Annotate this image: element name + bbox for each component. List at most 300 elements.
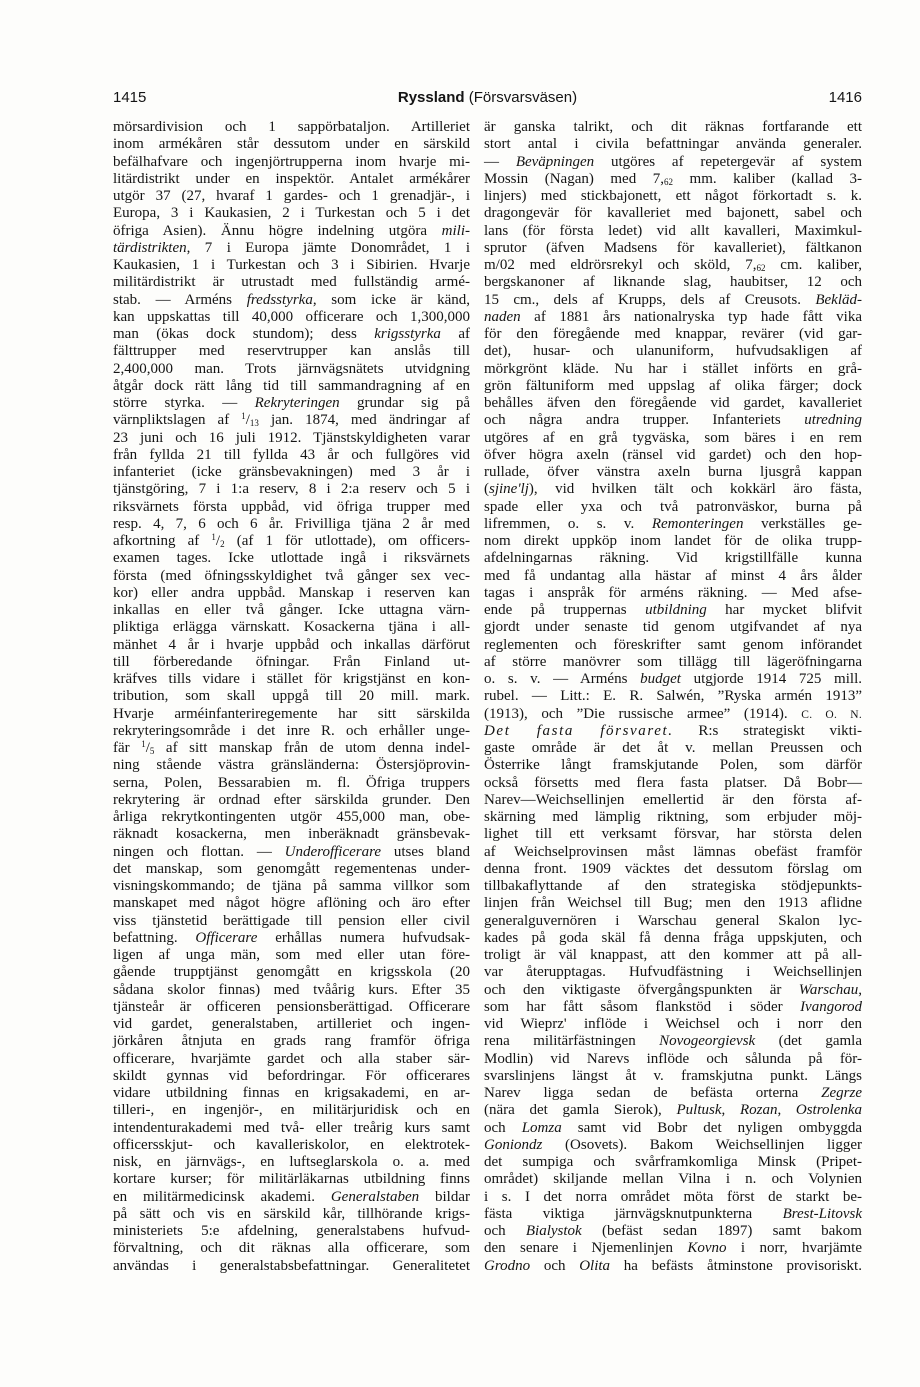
text-line — [484, 412, 862, 429]
text-line — [484, 1068, 862, 1085]
text-run: första (med öfningsskyldighet två gånger sex vec- — [113, 567, 470, 584]
text-line — [113, 1154, 470, 1171]
text-line — [484, 309, 862, 326]
text-run: utgör 37 (27, hvaraf 1 gardes- och 1 grenadjär-, i — [113, 188, 470, 204]
text-line — [484, 982, 862, 999]
text-line — [484, 1258, 862, 1275]
text-line — [484, 464, 862, 481]
text-line — [484, 913, 862, 930]
text-line — [484, 171, 862, 188]
italic-term: sjine'lj — [489, 481, 529, 498]
text-run: af Weichselprovinsen måst lämnas obefäst framför — [484, 843, 862, 860]
author-signature: C. O. N. — [801, 708, 862, 721]
italic-term: Rekryteringen — [254, 395, 340, 411]
text-line — [484, 706, 862, 723]
text-line — [113, 309, 470, 326]
text-run: på sätt och vis en särskild kår, tillhörande krigs- — [113, 1205, 470, 1222]
text-line — [484, 654, 862, 671]
text-run: reglementen och föreskrifter samt genom införandet — [484, 636, 862, 653]
text-run: fästa viktiga järnvägsknutpunkterna — [484, 1205, 783, 1222]
text-run: ( — [484, 481, 489, 498]
small-figure: 2 — [220, 539, 225, 549]
text-run: och några andra trupper. Infanteriets — [484, 412, 805, 429]
text-line — [484, 1223, 862, 1240]
fraction-numerator: 1 — [211, 532, 216, 542]
text-line — [113, 809, 470, 826]
text-run: jörkåren åtnjuta en grads rang framför öfriga — [113, 1033, 470, 1050]
text-line — [113, 1223, 470, 1240]
text-run: för den föregående med knappar, revärer (vid gar- — [484, 326, 862, 342]
text-line — [113, 1240, 470, 1257]
text-line — [484, 343, 862, 360]
text-line — [113, 412, 470, 429]
text-run: / — [145, 740, 150, 756]
text-line — [484, 533, 862, 550]
text-run: utgjorde 1914 725 mill. — [680, 671, 862, 687]
text-run: , — [858, 981, 862, 998]
text-line — [113, 430, 470, 447]
small-figure: 5 — [149, 746, 155, 756]
italic-term: Beväpningen — [515, 153, 595, 170]
text-column-right — [484, 119, 862, 1275]
text-line — [484, 274, 862, 291]
italic-term: Grodno — [484, 1257, 531, 1274]
text-run: Narev—Weichsellinjen emellertid är den första af- — [484, 791, 862, 808]
text-line — [113, 240, 470, 257]
text-run: rena militärfästningen — [484, 1033, 660, 1050]
text-line — [113, 257, 470, 274]
text-run: den senare i Njemenlinjen — [484, 1240, 688, 1257]
text-run: från fyllda 21 till fyllda 43 år och fullgöres vid — [113, 446, 470, 463]
text-line — [484, 499, 862, 516]
text-line — [113, 947, 470, 964]
text-run: inkallas en eller två gånger. Icke uttagna värn- — [113, 602, 470, 618]
text-line — [484, 188, 862, 205]
small-figure: 13 — [249, 418, 259, 429]
text-line — [113, 447, 470, 464]
italic-term: Goniondz — [484, 1136, 543, 1153]
text-line — [484, 878, 862, 895]
text-run: resp. 4, 7, 6 och 6 år. Frivilliga tjäna 2 år med — [113, 515, 470, 532]
text-run: Kaukasien, 1 i Turkestan och 3 i Sibirien. Hvarje — [113, 257, 470, 273]
text-run: utgöres af en grå tygväska, som bäres i en rem — [484, 429, 862, 446]
italic-term: Lomza — [521, 1119, 562, 1136]
text-run: kortare kurser; för militärläkarnas utbildning finns — [113, 1171, 470, 1188]
text-run: det), husar- och ulanuniform, hufvudsakligen af — [484, 343, 862, 360]
text-run: bildar — [419, 1188, 470, 1205]
article-subtitle: (Försvarsväsen) — [468, 89, 578, 106]
text-run: som har fått såsom flankstöd i söder — [484, 998, 801, 1015]
text-run: (nära det gamla Sierok), — [484, 1102, 677, 1119]
text-run: af sitt manskap från de utom denna indel- — [154, 740, 470, 756]
text-run: också försetts med flera fasta platser. Då Bobr— — [484, 774, 862, 791]
text-run: riksvärnets första uppbåd, vid öfriga trupper med — [113, 498, 470, 515]
text-line — [484, 792, 862, 809]
text-line — [113, 395, 470, 412]
text-line — [113, 982, 470, 999]
text-run: lifremmen, o. s. v. — [484, 515, 652, 532]
text-line — [113, 1102, 470, 1119]
text-run: mm. kaliber (kallad 3- — [673, 170, 862, 187]
text-run: öfriga Asien). Ännu högre indelning utgöra — [113, 222, 442, 239]
text-run: denna front. 1909 väcktes det dessutom förslag om — [484, 860, 862, 877]
text-run: linjen från Weichsel till Bug; men den 1913 aflidne — [484, 895, 862, 912]
text-run: af 1881 års nationalryska typ hade fått vika — [520, 308, 862, 325]
text-line — [484, 205, 862, 222]
text-line — [484, 895, 862, 912]
italic-term: utbildning — [645, 602, 707, 618]
text-run: större styrka. — — [113, 395, 255, 411]
italic-term: tärdistrikten — [113, 239, 187, 256]
text-run: utses bland — [381, 843, 471, 860]
text-line — [113, 637, 470, 654]
text-run: militärdistrikt är utrustadt med fullständig armé- — [113, 274, 470, 291]
text-line — [484, 757, 862, 774]
text-run: vid gardet, generalstaben, artilleriet och ingen- — [113, 1016, 470, 1032]
text-line — [113, 757, 470, 774]
text-run: vidare utbildning finnas en krigsakademi, en ar- — [113, 1085, 470, 1101]
text-run: och — [530, 1257, 580, 1274]
text-run: inom armékåren står dessutom under en särskild — [113, 136, 470, 153]
text-run: , — [721, 1102, 740, 1119]
text-run: gående trupptjänst genomgått en krigsskola (20 — [113, 964, 470, 981]
text-run: verkställes ge- — [743, 515, 862, 532]
text-line — [113, 188, 470, 205]
text-line — [484, 240, 862, 257]
text-line — [113, 930, 470, 947]
text-run: befälhafvare och ingenjörtrupperna inom hvarje mi- — [113, 153, 470, 170]
page-number-right: 1416 — [828, 89, 862, 106]
text-run: utgöres af repetergevär af system — [594, 153, 862, 170]
text-run: skärning med lämplig riktning, som erbjuder möj- — [484, 809, 862, 825]
text-run: öfver högra axeln (ränsel vid gardet) och den hop- — [484, 446, 862, 463]
text-line — [113, 602, 470, 619]
text-line — [113, 499, 470, 516]
text-line — [113, 326, 470, 343]
text-line — [113, 706, 470, 723]
text-line — [113, 688, 470, 705]
text-line — [484, 1033, 862, 1050]
text-run: kräfves tills vidare i stället för krigstjänst en kon- — [113, 671, 470, 687]
text-line — [484, 999, 862, 1016]
italic-term: Underofficerare — [284, 843, 382, 860]
text-line — [484, 378, 862, 395]
text-line — [113, 516, 470, 533]
text-line — [484, 292, 862, 309]
text-run: befattning. — [113, 929, 196, 946]
text-run: det sumpiga och svårframkomliga Minsk (Pripet- — [484, 1154, 862, 1170]
text-run: , som icke är känd, — [312, 291, 470, 308]
text-run: tagas i anspråk för arméns räkning. — Med afse- — [484, 584, 862, 601]
text-run: erhållas numera hufvudsak- — [257, 929, 470, 946]
italic-term: krigsstyrka — [374, 326, 441, 342]
text-run: 2,400,000 man. Trots järnvägsnätets utvidgning — [113, 360, 470, 377]
text-line — [113, 1120, 470, 1137]
text-line — [484, 740, 862, 757]
italic-term: Zegrze — [821, 1085, 862, 1101]
text-run: 23 juni och 16 juli 1912. Tjänstskyldigheten varar — [113, 429, 470, 446]
text-run: förvaltning, och dit räknas alla officerare, som — [113, 1240, 470, 1257]
text-run: kor) eller andra uppbåd. Manskap i reserven kan — [113, 584, 470, 601]
text-run: generalguvernören i Warschau general Skalon lyc- — [484, 912, 862, 929]
text-line — [484, 119, 862, 136]
text-run: svarslinjens längst åt v. framskjutna punkt. Längs — [484, 1067, 862, 1084]
text-run: (af 1 för utlottade), om officers- — [224, 533, 470, 549]
page-number-left: 1415 — [113, 89, 147, 106]
text-line — [113, 154, 470, 171]
text-line — [484, 861, 862, 878]
text-run: intendenturakademi med två- eller treårig kurs samt — [113, 1119, 470, 1136]
text-run: gjordt under senaste tid genom utgifvandet af nya — [484, 619, 862, 636]
italic-term: Bekläd- — [815, 291, 862, 308]
text-run: cm. kaliber, — [765, 257, 863, 273]
text-run: Narev ligga sedan de befästa orterna — [484, 1085, 822, 1101]
text-line — [113, 775, 470, 792]
text-run: är ganska talrikt, och dit räknas fortfarande ett — [484, 119, 862, 135]
page-title — [113, 88, 862, 108]
text-run: / — [215, 533, 221, 549]
text-line — [484, 430, 862, 447]
text-line — [113, 1033, 470, 1050]
text-line — [484, 154, 862, 171]
fraction-numerator: 1 — [141, 739, 146, 749]
text-run: lighet till ett verksamt försvar, har största delen — [484, 826, 862, 843]
text-run: sådana skolor finnas) med tvåårig kurs. Efter 35 — [113, 981, 470, 998]
text-run: Europa, 3 i Kaukasien, 2 i Turkestan och 5 i det — [113, 205, 470, 222]
text-run: till förberedande öfningar. Från Finland ut- — [113, 653, 470, 670]
text-run: fälttrupper med reservtrupper kan anslås till — [113, 343, 470, 360]
text-run: lans (för första ledet) vid allt kavalleri, Maximkul- — [484, 222, 862, 239]
text-line — [113, 171, 470, 188]
text-line — [113, 913, 470, 930]
text-line — [484, 1120, 862, 1137]
text-line — [484, 568, 862, 585]
text-line — [113, 826, 470, 843]
text-run: har mycket blifvit — [706, 602, 862, 618]
text-run: af — [440, 326, 470, 342]
text-run: fär — [113, 740, 142, 756]
text-run: tillbakaflyttande af den strategiska stödjepunkts- — [484, 878, 862, 894]
text-line — [484, 550, 862, 567]
text-line — [484, 1016, 862, 1033]
italic-term: Remonteringen — [651, 515, 744, 532]
text-run: Modlin) vid Narevs inflöde och sålunda på för- — [484, 1050, 862, 1067]
text-run: officerare, hvarjämte gardet och alla staber sär- — [113, 1050, 470, 1067]
text-run: rekrytering är ordnad efter särskilda grunder. Den — [113, 791, 470, 808]
text-run: räknadt kosackerna, men inberäknadt gränsbevak- — [113, 826, 470, 843]
text-run: ministeriets 5:e afdelning, generalstabens hufvud- — [113, 1223, 470, 1239]
text-line — [484, 723, 862, 740]
italic-term: Rozan — [739, 1102, 778, 1119]
text-line — [484, 947, 862, 964]
text-run: afkortning af — [113, 533, 212, 549]
text-run: användas i generalstabsbefattningar. Generalitetet — [113, 1257, 470, 1274]
text-run: litärdistrikt under en inspektör. Antalet armékårer — [113, 170, 470, 187]
text-line — [484, 1189, 862, 1206]
text-run: R:s strategiskt vikti- — [673, 722, 863, 739]
text-run: gaste område är det åt v. mellan Preussen och — [484, 740, 862, 756]
text-run: det manskap, som genomgått regementenas under- — [113, 860, 470, 877]
fraction-numerator: 1 — [241, 411, 246, 422]
text-run: rubel. — Litt.: E. R. Salwén, ”Ryska armén 1913” — [484, 688, 862, 705]
italic-term: Officerare — [195, 929, 258, 946]
text-run: dragongevär för kavalleriet med bajonett, sabel och — [484, 205, 862, 222]
italic-term: Novogeorgievsk — [659, 1033, 756, 1050]
text-run: kan uppskattas till 40,000 officerare och 1,300,000 — [113, 308, 470, 325]
article-title: Ryssland — [397, 89, 465, 106]
text-run: nom direkt uppköp inom landet för de olika trupp- — [484, 533, 862, 549]
text-run: området) skiljande mellan Vilna i n. och Volynien — [484, 1171, 862, 1188]
text-line — [484, 602, 862, 619]
italic-term: Ivangorod — [800, 998, 862, 1015]
text-line — [113, 861, 470, 878]
text-line — [484, 361, 862, 378]
text-line — [113, 1206, 470, 1223]
text-run: kades på goda skäl få denna fråga uppskjuten, och — [484, 929, 862, 946]
text-run: / — [245, 412, 250, 429]
text-line — [113, 1016, 470, 1033]
small-figure: 62 — [664, 176, 673, 187]
italic-term: Olita — [579, 1257, 611, 1274]
text-line — [113, 292, 470, 309]
section-heading: Det fasta försvaret. — [484, 722, 674, 739]
text-run: (det gamla — [755, 1033, 862, 1050]
text-line — [113, 585, 470, 602]
text-run: , — [777, 1102, 796, 1119]
text-line — [484, 1154, 862, 1171]
text-run: ning stående västra gränsländerna: Östersjöprovin- — [113, 757, 470, 774]
text-line — [113, 464, 470, 481]
text-line — [484, 1171, 862, 1188]
italic-term: Generalstaben — [330, 1188, 420, 1205]
text-run: tjänstgöring, 7 i 1:a reserv, 8 i 2:a reserv och 5 i — [113, 481, 470, 498]
text-line — [113, 895, 470, 912]
text-run: linjers) med stickbajonett, ett något förkortadt s. k. — [484, 188, 862, 204]
text-line — [113, 671, 470, 688]
text-run: och — [484, 1119, 522, 1136]
text-line — [113, 740, 470, 757]
text-line — [113, 1258, 470, 1275]
text-line — [113, 878, 470, 895]
text-run: vid Wieprz' inflöde i Weichsel och i norr den — [484, 1016, 862, 1032]
text-line — [113, 1171, 470, 1188]
text-line — [484, 930, 862, 947]
text-line — [113, 654, 470, 671]
text-run: i norr, hvarjämte — [726, 1240, 862, 1257]
text-line — [113, 1189, 470, 1206]
text-line — [484, 1240, 862, 1257]
text-line — [113, 619, 470, 636]
text-line — [484, 136, 862, 153]
text-line — [113, 378, 470, 395]
italic-term: Ostrolenka — [795, 1102, 862, 1119]
text-line — [484, 964, 862, 981]
running-header — [113, 88, 862, 108]
text-line — [113, 964, 470, 981]
text-run: 15 cm., dels af Krupps, dels af Creusots. — [484, 291, 816, 308]
italic-term: budget — [640, 671, 681, 687]
text-run: o. s. v. — Arméns — [484, 671, 641, 687]
text-run: spade eller yxa och två patronväskor, burna på — [484, 498, 862, 515]
text-run: (1913), och ”Die russische armee” (1914). — [484, 705, 802, 722]
text-run: af större manövrer som tillägg till lägeröfningarna — [484, 653, 862, 670]
text-run: m/02 med eldrörsrekyl och sköld, 7, — [484, 257, 757, 273]
text-run: ende på truppernas — [484, 602, 646, 618]
text-line — [113, 1051, 470, 1068]
text-line — [484, 395, 862, 412]
text-run: tilleri-, en ingenjör-, en militärjuridisk och en — [113, 1102, 470, 1119]
small-figure: 62 — [756, 263, 766, 273]
text-run: ha befästs åtminstone provisoriskt. — [610, 1257, 862, 1274]
text-run: samt vid Bobr det nyligen ombyggda — [561, 1119, 862, 1136]
text-run: jan. 1874, med ändringar af — [258, 412, 470, 429]
text-line — [113, 844, 470, 861]
text-line — [113, 723, 470, 740]
text-line — [113, 792, 470, 809]
italic-term: Brest-Litovsk — [782, 1205, 862, 1222]
italic-term: utredning — [804, 412, 862, 429]
text-line — [113, 361, 470, 378]
text-run: grön fältuniform med uppslag af olika färger; dock — [484, 377, 862, 394]
text-run: (Osovets). Bakom Weichsellinjen ligger — [542, 1136, 862, 1153]
text-run: nisk, en järnvägs-, en luftseglarskola o. a. med — [113, 1154, 470, 1170]
text-run: skildt gynnas vid befordringar. För officerares — [113, 1067, 470, 1084]
text-run: åtgår dock rätt lång tid till sammandragning af en — [113, 377, 470, 394]
text-run: sprutor (äfven Madsens för kavalleriet), fältkanon — [484, 239, 862, 256]
text-line — [484, 671, 862, 688]
text-run: viss tjänstetid berättigade till pension eller civil — [113, 912, 470, 929]
text-run: Österrike långt framskjutande Polen, som därför — [484, 757, 862, 774]
italic-term: fredsstyrka — [246, 291, 313, 308]
text-line — [484, 1051, 862, 1068]
text-run: rekryteringsområde i det inre R. och erhåller unge- — [113, 722, 470, 739]
text-run: stab. — Arméns — [113, 291, 247, 308]
text-run: — — [484, 153, 516, 170]
text-run: ningen och flottan. — — [113, 843, 285, 860]
text-run: mörsardivision och 1 sappörbataljon. Artilleriet — [113, 119, 470, 135]
text-line — [113, 223, 470, 240]
italic-term: Warschau — [798, 981, 859, 998]
text-run: serna, Polen, Bessarabien m. fl. Öfriga truppers — [113, 774, 470, 791]
text-run: troligt är väl knappast, att den kommer att på all- — [484, 947, 862, 963]
text-run: mörkgrönt kläde. Nu har i stället införts en grå- — [484, 360, 862, 377]
text-line — [113, 205, 470, 222]
text-run: grundar sig på — [339, 395, 470, 411]
text-line — [484, 447, 862, 464]
text-line — [113, 274, 470, 291]
italic-term: mili- — [441, 222, 470, 239]
text-run: manskapet med något högre aflöning och äro efter — [113, 895, 470, 912]
text-line — [484, 1102, 862, 1119]
text-run: officersskjut- och kavalleriskolor, en elektrotek- — [113, 1136, 470, 1153]
text-run: infanteriet (icke gränsbevakningen) med 3 år i — [113, 464, 470, 480]
text-line — [484, 619, 862, 636]
text-run: var återupptagas. Hufvudfästning i Weichsellinjen — [484, 964, 862, 981]
text-line — [484, 223, 862, 240]
text-line — [484, 775, 862, 792]
text-line — [113, 119, 470, 136]
text-line — [484, 257, 862, 274]
text-line — [484, 809, 862, 826]
text-run: tribution, som skall uppgå till 20 mill. mark. — [113, 688, 470, 705]
text-run: stort antal i civila befattningar använda generaler. — [484, 136, 862, 153]
text-line — [113, 343, 470, 360]
text-run: och den viktigaste öfvergångspunkten är — [484, 981, 799, 998]
text-line — [484, 585, 862, 602]
text-line — [484, 688, 862, 705]
text-line — [113, 568, 470, 585]
text-line — [484, 516, 862, 533]
